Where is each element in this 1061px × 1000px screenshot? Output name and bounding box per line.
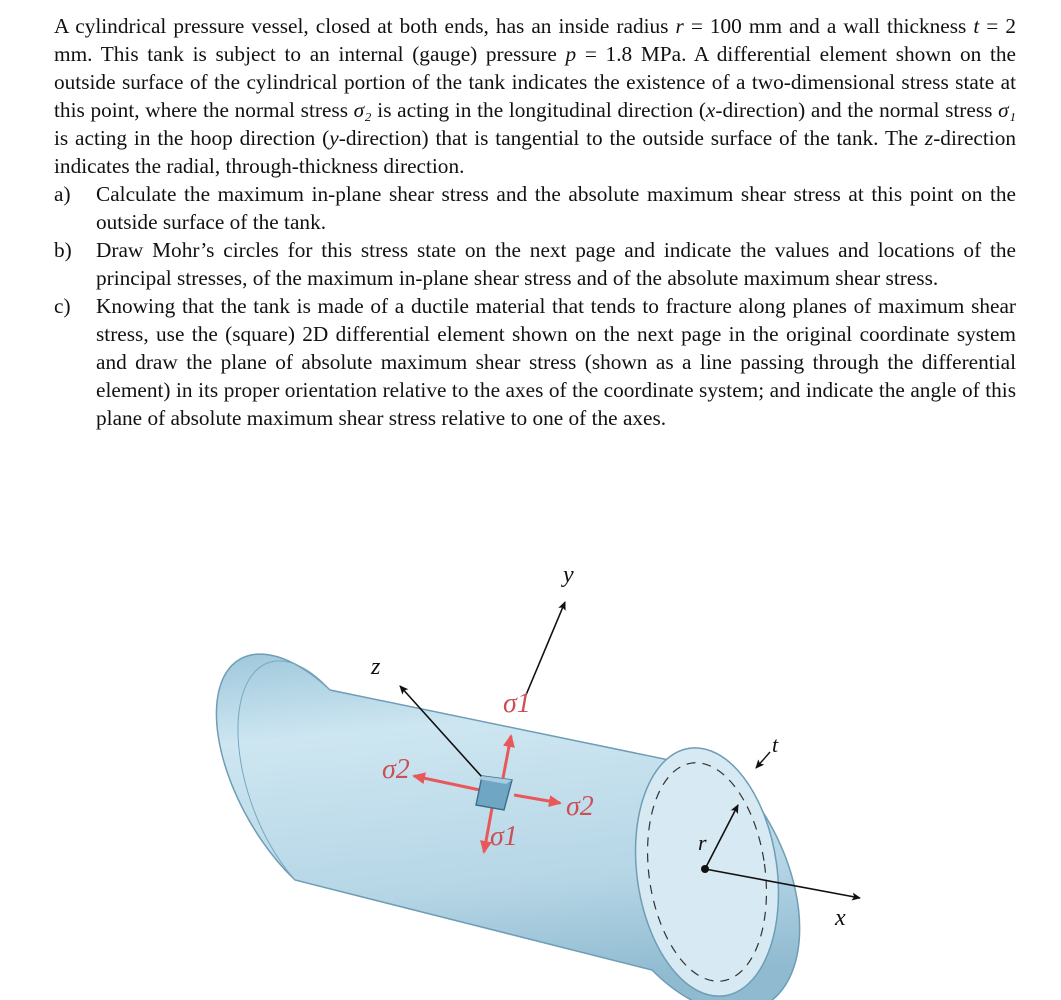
part-label: a) — [54, 182, 71, 206]
part-text: Knowing that the tank is made of a ductile material that tends to fracture along planes of maximum shear stress, use the (square) 2D differential element shown on the next page in the original coordinate system and draw the plane of absolute maximum shear stress (shown as a line passing through the differential element) in its proper orientation relative to the axes of the coordinate system; and indicate the angle of this plane of absolute maximum shear stress relative to one of the axes. — [96, 294, 1016, 430]
part-label: c) — [54, 294, 71, 318]
intro-text: = 1.8 MPa. A differential element shown on the outside surface of the cylindrical portion of the tank indicates the existence of a two-dimensional stress state at this point, where the normal stress — [54, 42, 1017, 122]
symbol-sigma2: σ₂ — [353, 98, 372, 122]
part-b — [54, 236, 1016, 292]
intro-text: is acting in the hoop direction ( — [54, 126, 330, 150]
symbol-p: p — [565, 42, 577, 66]
intro-text: -direction) and the normal stress — [715, 98, 999, 122]
intro-text: A cylindrical pressure vessel, closed at both ends, has an inside radius — [54, 14, 676, 38]
part-c — [54, 292, 1016, 432]
part-text: Calculate the maximum in-plane shear stress and the absolute maximum shear stress at this point on the outside surface of the tank. — [96, 182, 1016, 234]
y-axis — [526, 602, 565, 695]
symbol-z: z — [924, 126, 934, 150]
pressure-vessel-figure — [0, 540, 1061, 1000]
sigma2-left-label: σ2 — [382, 754, 410, 785]
intro-text: = 2 mm. This tank is subject to an internal (gauge) pressure — [54, 14, 1017, 66]
intro-text: is acting in the longitudinal direction ( — [371, 98, 706, 122]
symbol-y: y — [329, 126, 339, 150]
intro-text: -direction) that is tangential to the outside surface of the tank. The — [338, 126, 925, 150]
sigma2-right-label: σ2 — [566, 791, 594, 822]
intro-text: -direction indicates the radial, through-thickness direction. — [54, 126, 1017, 178]
intro-text: = 100 mm and a wall thickness — [683, 14, 974, 38]
z-axis-label: z — [371, 654, 381, 680]
x-axis-label: x — [835, 905, 846, 931]
symbol-t: t — [973, 14, 980, 38]
symbol-r: r — [675, 14, 684, 38]
part-label: b) — [54, 238, 72, 262]
radius-label: r — [698, 830, 707, 855]
part-a — [54, 180, 1016, 236]
problem-statement — [54, 12, 1016, 432]
thickness-label: t — [772, 732, 779, 757]
part-text: Draw Mohr’s circles for this stress state on the next page and indicate the values and locations of the principal stresses, of the maximum in-plane shear stress and of the absolute maximum shear stress. — [96, 238, 1016, 290]
symbol-x: x — [705, 98, 716, 122]
problem-intro — [54, 12, 1016, 180]
symbol-sigma1: σ₁ — [998, 98, 1017, 122]
sigma1-top-label: σ1 — [503, 688, 531, 719]
sigma1-bottom-label: σ1 — [490, 821, 518, 852]
thickness-pointer — [756, 752, 770, 768]
y-axis-label: y — [563, 562, 574, 588]
